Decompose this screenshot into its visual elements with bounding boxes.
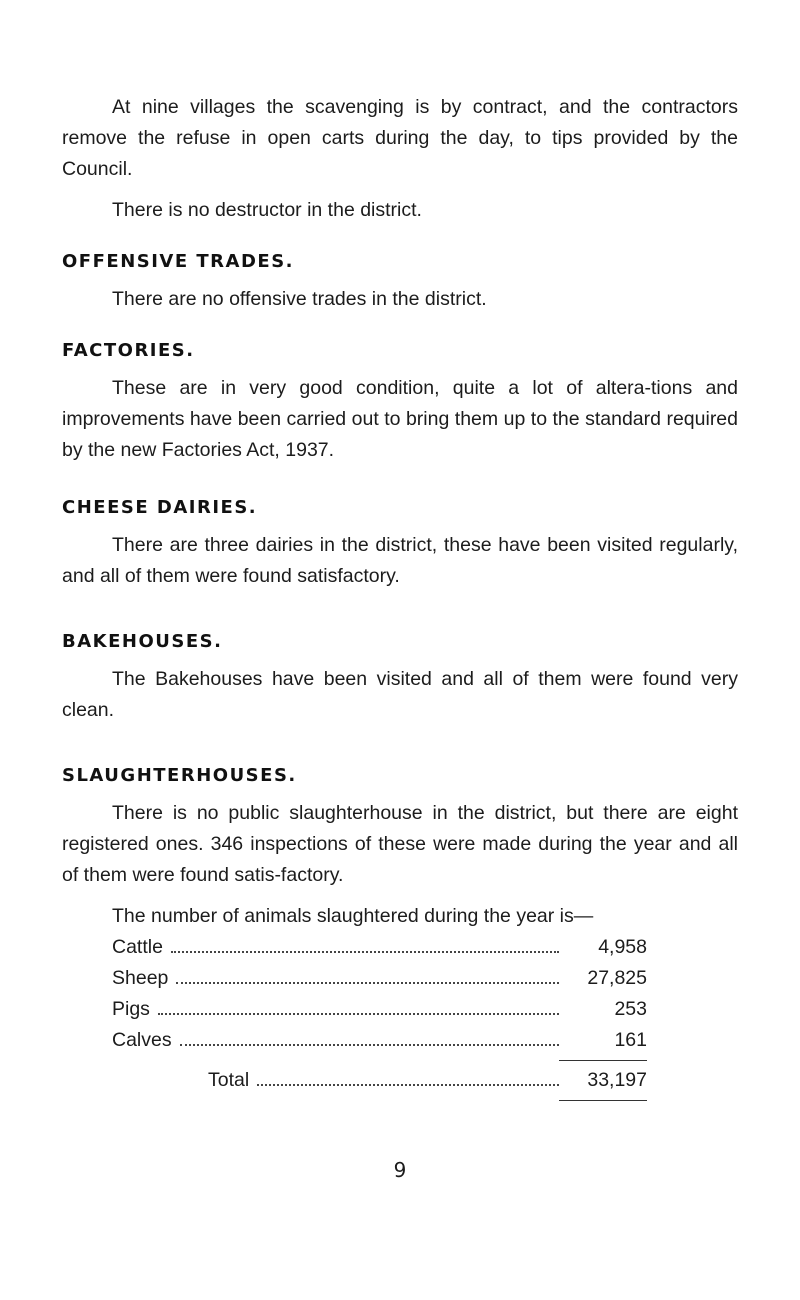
dot-leader	[158, 1013, 559, 1015]
total-label: Total	[208, 1069, 250, 1091]
dot-leader	[257, 1084, 559, 1086]
subtotal-rule	[559, 1060, 647, 1061]
animal-label: Cattle	[112, 936, 163, 958]
bakehouses-heading: BAKEHOUSES.	[62, 631, 223, 652]
table-row	[112, 1025, 647, 1056]
animal-label: Pigs	[112, 998, 150, 1020]
dot-leader	[180, 1044, 559, 1046]
slaughterhouses-paragraph: There is no public slaughterhouse in the district, but there are eight registered ones. 346 inspections of these were made during the year and all of them were found satis-factory.	[62, 802, 738, 886]
total-row	[112, 1065, 647, 1096]
offensive-trades-paragraph: There are no offensive trades in the district.	[112, 288, 487, 310]
slaughterhouses-heading: SLAUGHTERHOUSES.	[62, 765, 297, 786]
page-number: 9	[393, 1158, 407, 1182]
table-row	[112, 963, 647, 994]
animal-count: 161	[614, 1029, 647, 1051]
dot-leader	[176, 982, 559, 984]
document-page	[62, 92, 738, 1105]
offensive-trades-heading: OFFENSIVE TRADES.	[62, 251, 295, 272]
bakehouses-paragraph: The Bakehouses have been visited and all of them were found very clean.	[62, 668, 738, 721]
factories-paragraph: These are in very good condition, quite a lot of altera-tions and improvements have been carried out to bring them up to the standard required by the new Factories Act, 1937.	[62, 377, 738, 461]
total-rule	[559, 1100, 647, 1101]
factories-heading: FACTORIES.	[62, 340, 195, 361]
animal-label: Calves	[112, 1029, 172, 1051]
animals-slaughtered-table	[112, 932, 647, 1101]
cheese-dairies-heading: CHEESE DAIRIES.	[62, 497, 258, 518]
table-row	[112, 994, 647, 1025]
animal-label: Sheep	[112, 967, 169, 989]
animals-table-intro: The number of animals slaughtered during the year is—	[112, 905, 594, 927]
scavenging-paragraph: At nine villages the scavenging is by contract, and the contractors remove the refuse in open carts during the day, to tips provided by the Council.	[62, 96, 738, 180]
animal-count: 253	[614, 998, 647, 1020]
animal-count: 27,825	[587, 967, 647, 989]
animal-count: 4,958	[598, 936, 647, 958]
destructor-paragraph: There is no destructor in the district.	[112, 199, 422, 221]
dot-leader	[171, 951, 559, 953]
cheese-dairies-paragraph: There are three dairies in the district, these have been visited regularly, and all of them were found satisfactory.	[62, 534, 738, 587]
table-row	[112, 932, 647, 963]
total-count: 33,197	[587, 1069, 647, 1091]
